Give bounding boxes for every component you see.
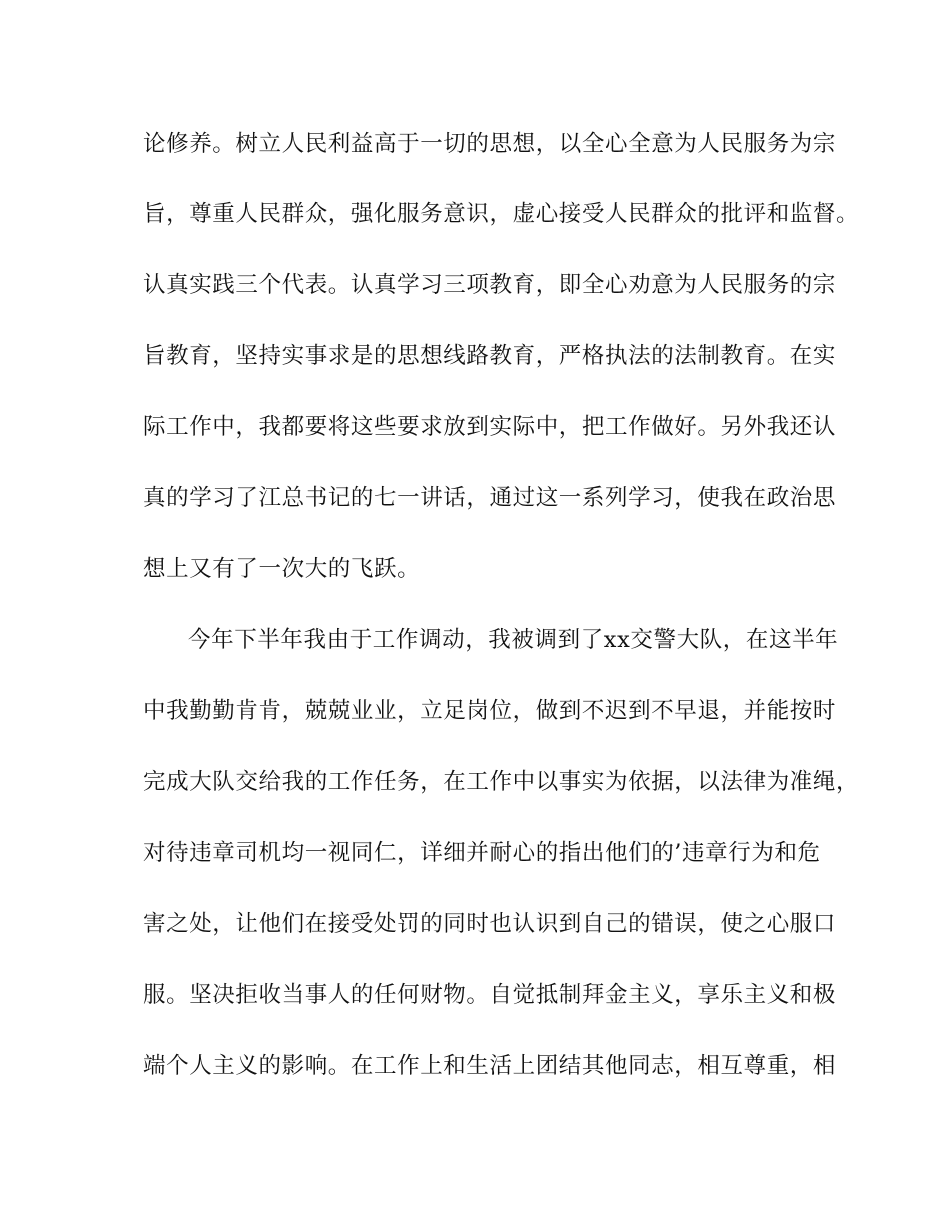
text-line-5: 际工作中，我都要将这些要求放到实际中，把工作做好。另外我还认 — [143, 414, 837, 440]
text-line-13: 服。坚决拒收当事人的任何财物。自觉抵制拜金主义，享乐主义和极 — [143, 982, 837, 1008]
text-line-2: 旨，尊重人民群众，强化服务意识，虚心接受人民群众的批评和监督。 — [143, 201, 860, 227]
text-line-10: 完成大队交给我的工作任务，在工作中以事实为依据，以法律为准绳， — [143, 769, 860, 795]
text-line-6: 真的学习了江总书记的七一讲话，通过这一系列学习，使我在政治思 — [143, 485, 837, 511]
text-line-3: 认真实践三个代表。认真学习三项教育，即全心劝意为人民服务的宗 — [143, 272, 837, 298]
text-line-12: 害之处，让他们在接受处罚的同时也认识到自己的错误，使之心服口 — [143, 911, 837, 937]
text-line-9: 中我勤勤肯肯，兢兢业业，立足岗位，做到不迟到不早退，并能按时 — [143, 698, 837, 724]
text-line-11: 对待违章司机均一视同仁，详细并耐心的指出他们的’违章行为和危 — [143, 840, 821, 866]
text-line-4: 旨教育，坚持实事求是的思想线路教育，严格执法的法制教育。在实 — [143, 343, 837, 369]
text-line-8-paragraph-start: 今年下半年我由于工作调动，我被调到了xx交警大队，在这半年 — [188, 627, 839, 653]
text-line-14: 端个人主义的影响。在工作上和生活上团结其他同志，相互尊重，相 — [143, 1053, 837, 1079]
text-line-1: 论修养。树立人民利益高于一切的思想，以全心全意为人民服务为宗 — [143, 131, 837, 157]
text-line-7: 想上又有了一次大的飞跃。 — [143, 556, 421, 582]
